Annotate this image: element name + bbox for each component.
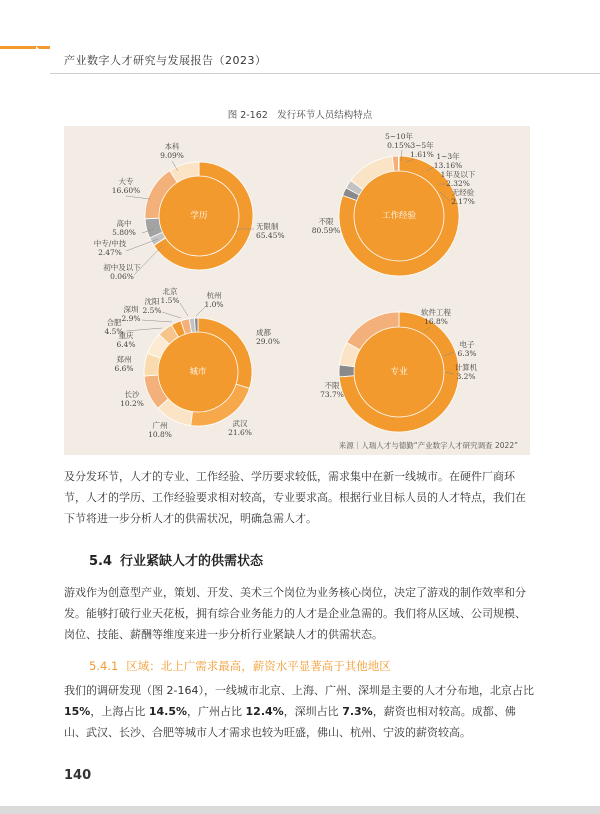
value-city-chengdu: 29.0% xyxy=(256,337,280,346)
para3-shanghai-share: 14.5% xyxy=(148,705,188,718)
value-city-zhengzhou: 6.6% xyxy=(114,364,134,373)
para3-text-g: ，深圳占比 xyxy=(283,705,343,718)
value-edu-college: 16.60% xyxy=(111,186,141,195)
label-city-shenyang: 沈阳 xyxy=(144,297,160,306)
label-exp-3-5: 3~5年 xyxy=(410,141,434,150)
value-exp-3-5: 1.61% xyxy=(410,150,434,159)
value-exp-unlimited: 80.59% xyxy=(311,226,341,235)
value-city-chongqing: 6.4% xyxy=(116,340,136,349)
label-exp-1-3: 1~3年 xyxy=(436,152,460,161)
value-major-computer: 3.2% xyxy=(456,372,476,381)
paragraph-1: 及分发环节，人才的专业、工作经验、学历要求较低，需求集中在新一线城市。在硬件厂商环节，人才的学历、工作经验要求相对较高，专业要求高。根据行业目标人员的人才特点，我们在下节将进一步分析人才的供需状况，明确急需人才。 xyxy=(64,470,526,525)
para3-shenzhen-share: 7.3% xyxy=(342,705,373,718)
value-exp-1-3: 13.16% xyxy=(433,161,463,170)
running-header-title: 产业数字人才研究与发展报告（2023） xyxy=(64,54,267,67)
label-city-chengdu: 成都 xyxy=(256,328,271,337)
donut-experience-center-label: 工作经验 xyxy=(381,211,417,221)
value-exp-under-1: 2.32% xyxy=(446,179,470,188)
section-number: 5.4 xyxy=(89,554,113,569)
label-city-beijing: 北京 xyxy=(162,287,178,296)
label-city-hefei: 合肥 xyxy=(106,318,122,327)
label-city-wuhan: 武汉 xyxy=(232,419,248,428)
label-major-electronics: 电子 xyxy=(459,340,475,349)
donut-charts xyxy=(64,126,530,455)
label-exp-under-1: 1年及以下 xyxy=(440,170,476,179)
section-title: 行业紧缺人才的供需状态 xyxy=(120,554,264,569)
label-exp-none: 无经验 xyxy=(451,188,475,197)
label-edu-unlimited: 无限制 xyxy=(256,222,279,231)
value-city-wuhan: 21.6% xyxy=(228,428,252,437)
label-major-computer: 计算机 xyxy=(454,363,478,372)
figure-caption: 图 2-162 发行环节人员结构特点 xyxy=(227,110,373,121)
value-city-shenyang: 2.5% xyxy=(142,306,162,315)
donut-education-center-label: 学历 xyxy=(190,211,208,221)
value-city-hefei: 4.5% xyxy=(104,327,124,336)
label-city-shenzhen: 深圳 xyxy=(123,305,139,314)
value-edu-junior: 0.06% xyxy=(110,272,134,281)
footer-band xyxy=(0,806,600,814)
value-exp-5-10: 0.15% xyxy=(387,141,411,150)
value-city-shenzhen: 2.9% xyxy=(121,314,141,323)
para3-text-i: ，薪资也相对较高。成都、佛山、武汉、长沙、合肥等城市人才需求也较为旺盛，佛山、杭州、宁波的薪资较高。 xyxy=(64,705,516,739)
donut-city-center-label: 城市 xyxy=(189,367,207,377)
figure-source: 来源｜人瑞人才与德勤“产业数字人才研究调查 2022” xyxy=(338,441,518,450)
value-city-guangzhou: 10.8% xyxy=(148,430,172,439)
label-city-changsha: 长沙 xyxy=(124,390,140,399)
label-exp-unlimited: 不限 xyxy=(318,217,334,226)
label-city-guangzhou: 广州 xyxy=(152,421,168,430)
para3-guangzhou-share: 12.4% xyxy=(245,705,284,718)
label-city-zhengzhou: 郑州 xyxy=(116,355,132,364)
para3-text-c: ，上海占比 xyxy=(90,705,149,718)
subsection-heading xyxy=(89,658,391,674)
para3-text-e: ，广州占比 xyxy=(187,705,246,718)
label-city-chongqing: 重庆 xyxy=(118,331,134,340)
page-number: 140 xyxy=(64,768,92,783)
value-exp-none: 2.17% xyxy=(451,197,475,206)
value-edu-unlimited: 65.45% xyxy=(256,231,285,240)
label-edu-vocational: 中专/中技 xyxy=(93,239,127,248)
paragraph-2: 游戏作为创意型产业，策划、开发、美术三个岗位为业务核心岗位，决定了游戏的制作效率和分发。能够打破行业天花板，拥有综合业务能力的人才是企业急需的。我们将从区域、公司规模、岗位、技能、薪酬等维度来进一步分析行业紧缺人才的供需状态。 xyxy=(64,586,526,641)
label-edu-college: 大专 xyxy=(118,177,134,186)
label-exp-5-10: 5~10年 xyxy=(384,132,414,141)
paragraph-3 xyxy=(64,680,536,743)
value-city-changsha: 10.2% xyxy=(120,399,144,408)
label-edu-junior: 初中及以下 xyxy=(103,263,141,272)
label-city-hangzhou: 杭州 xyxy=(206,291,222,300)
value-edu-bachelor: 9.09% xyxy=(160,151,184,160)
donut-experience-slice-5 xyxy=(398,156,399,171)
value-major-electronics: 6.3% xyxy=(457,349,477,358)
header-accent-slant xyxy=(36,46,50,49)
label-major-software: 软件工程 xyxy=(421,308,451,317)
label-edu-bachelor: 本科 xyxy=(164,142,180,151)
value-city-beijing: 1.5% xyxy=(160,296,180,305)
para3-beijing-share: 15% xyxy=(64,705,91,718)
donut-major-center-label: 专业 xyxy=(390,367,408,377)
header-rule xyxy=(50,73,600,74)
value-edu-vocational: 2.47% xyxy=(98,248,122,257)
donut-city-slice-10 xyxy=(195,318,198,332)
value-major-software: 16.8% xyxy=(424,317,448,326)
subsection-number: 5.4.1 xyxy=(89,659,119,673)
label-major-unlimited: 不限 xyxy=(324,381,340,390)
subsection-title: 区域：北上广需求最高，薪资水平显著高于其他地区 xyxy=(126,659,391,673)
label-edu-highschool: 高中 xyxy=(116,219,132,228)
para3-text-a: 我们的调研发现（图 2-164），一线城市北京、上海、广州、深圳是主要的人才分布地，北京占比 xyxy=(64,684,534,697)
value-city-hangzhou: 1.0% xyxy=(204,300,224,309)
section-heading xyxy=(89,550,263,569)
header-accent-bar xyxy=(0,46,36,49)
value-edu-highschool: 5.80% xyxy=(112,228,136,237)
value-major-unlimited: 73.7% xyxy=(320,390,344,399)
